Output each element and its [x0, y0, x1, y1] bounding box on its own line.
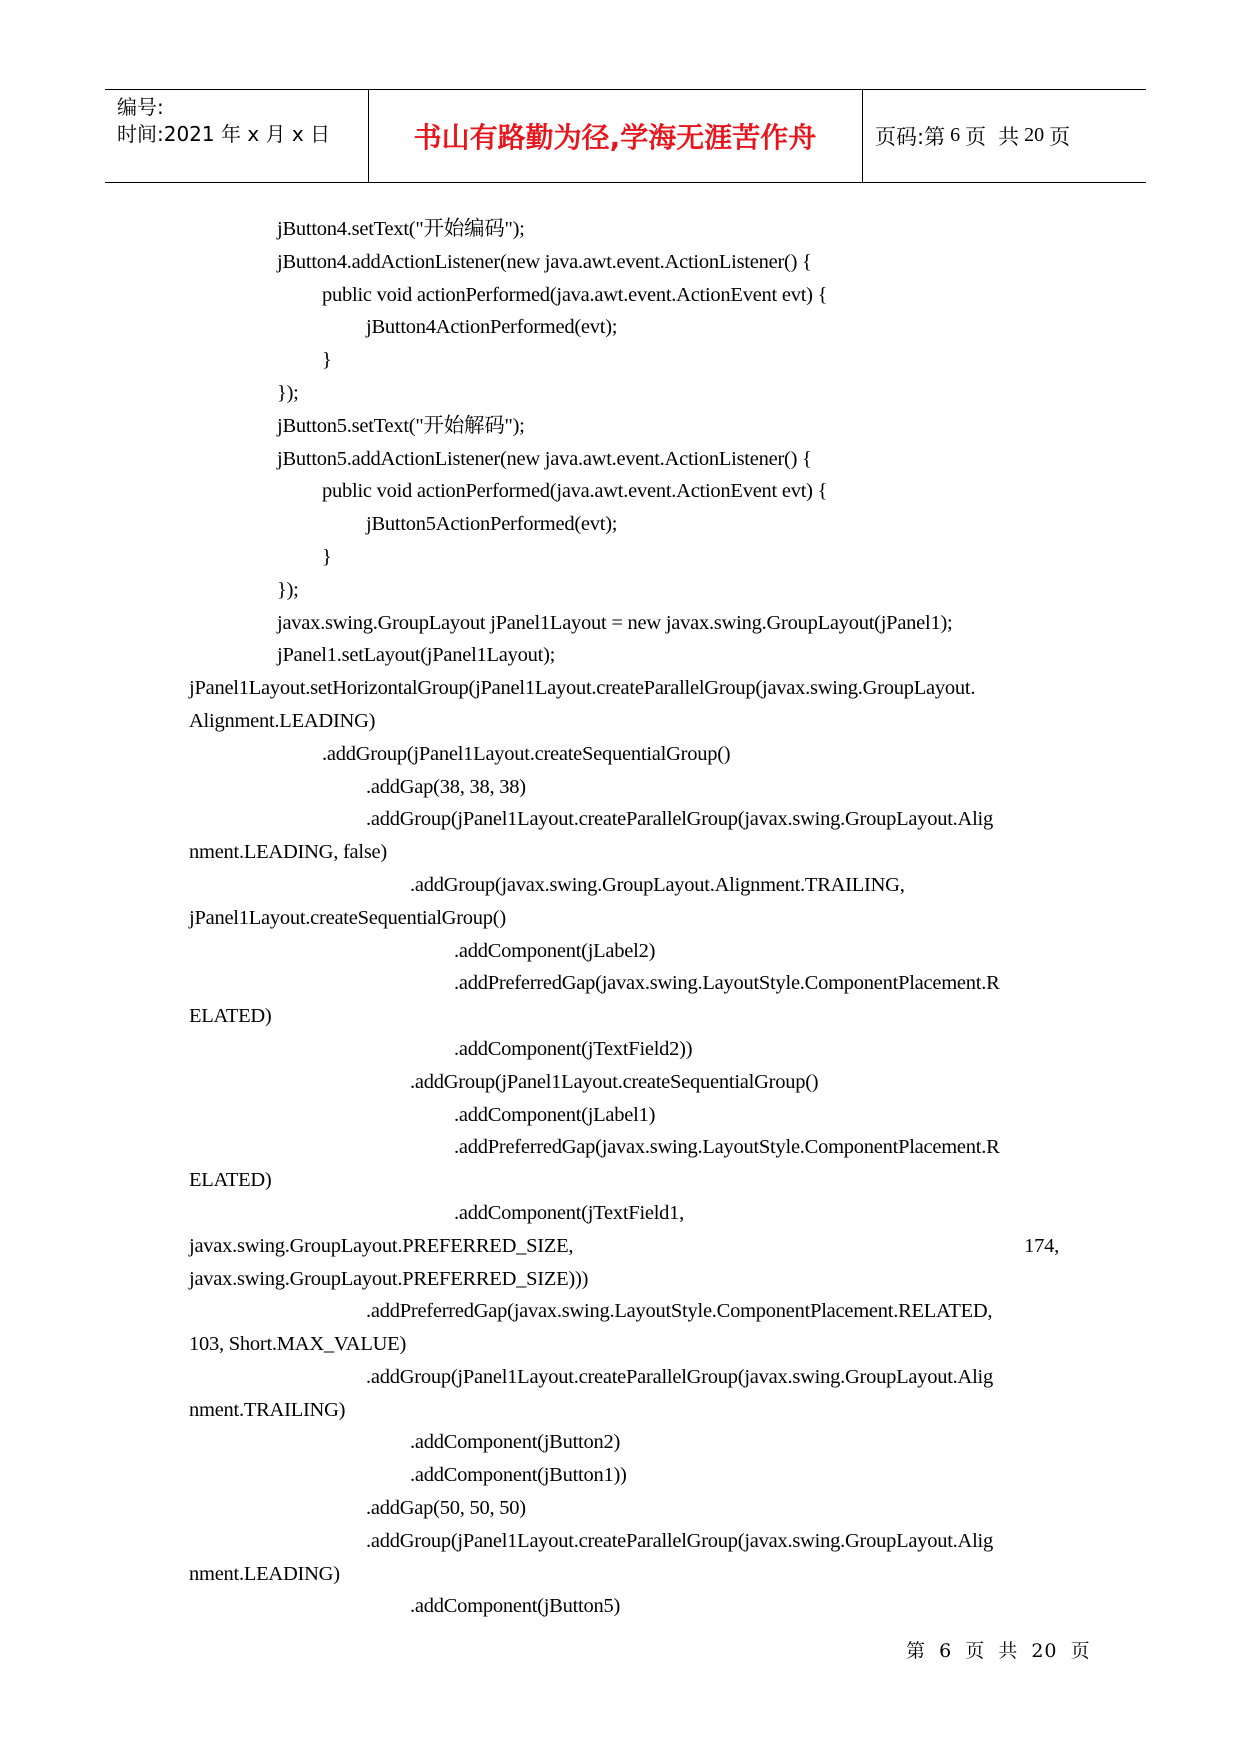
header-motto: 书山有路勤为径,学海无涯苦作舟 — [413, 120, 817, 154]
code-line: jButton5.addActionListener(new java.awt.event.ActionListener() { — [277, 447, 812, 470]
footer-total-pages: 20 — [1031, 1640, 1058, 1662]
code-line: Alignment.LEADING) — [189, 709, 376, 732]
header-page-info — [875, 90, 1070, 181]
code-line: .addGap(38, 38, 38) — [366, 775, 526, 798]
code-line: .addPreferredGap(javax.swing.LayoutStyle.ComponentPlacement.RELATED, — [366, 1300, 993, 1323]
code-line: nment.LEADING, false) — [189, 841, 387, 864]
code-line: .addGroup(jPanel1Layout.createParallelGroup(javax.swing.GroupLayout.Alig — [366, 808, 993, 831]
code-line: 103, Short.MAX_VALUE) — [189, 1333, 407, 1356]
code-line: jPanel1Layout.setHorizontalGroup(jPanel1Layout.createParallelGroup(javax.swing.GroupLayout. — [189, 677, 976, 700]
footer-unit: 页 — [965, 1640, 986, 1662]
code-line: .addPreferredGap(javax.swing.LayoutStyle.ComponentPlacement.R — [454, 1136, 1000, 1159]
code-line: jButton4ActionPerformed(evt); — [366, 316, 618, 339]
code-line: nment.TRAILING) — [189, 1398, 346, 1421]
code-listing — [189, 213, 1059, 1623]
header-divider-right — [862, 90, 863, 182]
code-line: public void actionPerformed(java.awt.event.ActionEvent evt) { — [322, 283, 828, 306]
code-line: jButton5.setText("开始解码"); — [277, 414, 525, 437]
code-line: .addComponent(jButton1)) — [410, 1464, 627, 1487]
page-header — [105, 89, 1146, 183]
code-line: jButton5ActionPerformed(evt); — [366, 513, 618, 536]
code-line: }); — [277, 578, 299, 601]
code-line: ELATED) — [189, 1005, 272, 1028]
page-total-unit: 页 — [1049, 124, 1071, 149]
code-line: .addGap(50, 50, 50) — [366, 1497, 526, 1520]
code-line: .addComponent(jButton5) — [410, 1595, 621, 1618]
page-footer — [906, 1636, 1097, 1663]
code-line: .addGroup(jPanel1Layout.createParallelGroup(javax.swing.GroupLayout.Alig — [366, 1365, 993, 1388]
code-line: jPanel1.setLayout(jPanel1Layout); — [277, 644, 556, 667]
page-unit: 页 — [965, 124, 987, 149]
time-label: 时间:2021 年 x 月 x 日 — [117, 122, 331, 146]
code-line — [189, 1230, 1059, 1263]
code-line: .addGroup(jPanel1Layout.createSequentialGroup() — [410, 1070, 819, 1093]
footer-total-prefix: 共 — [998, 1640, 1019, 1662]
header-meta — [117, 94, 330, 148]
footer-prefix: 第 — [906, 1640, 927, 1662]
code-line: .addComponent(jLabel2) — [454, 939, 656, 962]
page-total: 20 — [1024, 124, 1045, 146]
code-line: .addComponent(jLabel1) — [454, 1103, 656, 1126]
code-line: ELATED) — [189, 1169, 272, 1192]
code-line: .addPreferredGap(javax.swing.LayoutStyle.ComponentPlacement.R — [454, 972, 1000, 995]
page-label: 页码:第 — [875, 124, 946, 149]
code-line: .addGroup(javax.swing.GroupLayout.Alignment.TRAILING, — [410, 873, 905, 896]
code-line: javax.swing.GroupLayout.PREFERRED_SIZE))) — [189, 1267, 589, 1290]
header-divider-left — [368, 90, 369, 182]
code-line: .addComponent(jTextField1, — [454, 1201, 685, 1224]
code-line: jPanel1Layout.createSequentialGroup() — [189, 906, 506, 929]
code-line: .addGroup(jPanel1Layout.createSequentialGroup() — [322, 742, 731, 765]
code-line: .addComponent(jButton2) — [410, 1431, 621, 1454]
code-fragment: 174, — [1024, 1234, 1059, 1257]
footer-current-page: 6 — [939, 1640, 953, 1662]
code-fragment: javax.swing.GroupLayout.PREFERRED_SIZE, — [189, 1234, 574, 1257]
code-line: .addGroup(jPanel1Layout.createParallelGroup(javax.swing.GroupLayout.Alig — [366, 1529, 993, 1552]
code-line: .addComponent(jTextField2)) — [454, 1037, 693, 1060]
footer-total-unit: 页 — [1070, 1640, 1091, 1662]
code-line: jButton4.setText("开始编码"); — [277, 218, 525, 240]
code-line: nment.LEADING) — [189, 1562, 340, 1585]
code-line: } — [322, 545, 332, 568]
code-line: javax.swing.GroupLayout jPanel1Layout = new javax.swing.GroupLayout(jPanel1); — [277, 611, 953, 634]
code-line: jButton4.addActionListener(new java.awt.event.ActionListener() { — [277, 250, 812, 273]
serial-number-label: 编号: — [117, 95, 164, 119]
code-line: }); — [277, 381, 299, 404]
page-total-label: 共 — [998, 124, 1020, 149]
page-current: 6 — [950, 124, 961, 146]
code-line: } — [322, 349, 332, 372]
code-line: public void actionPerformed(java.awt.event.ActionEvent evt) { — [322, 480, 828, 503]
